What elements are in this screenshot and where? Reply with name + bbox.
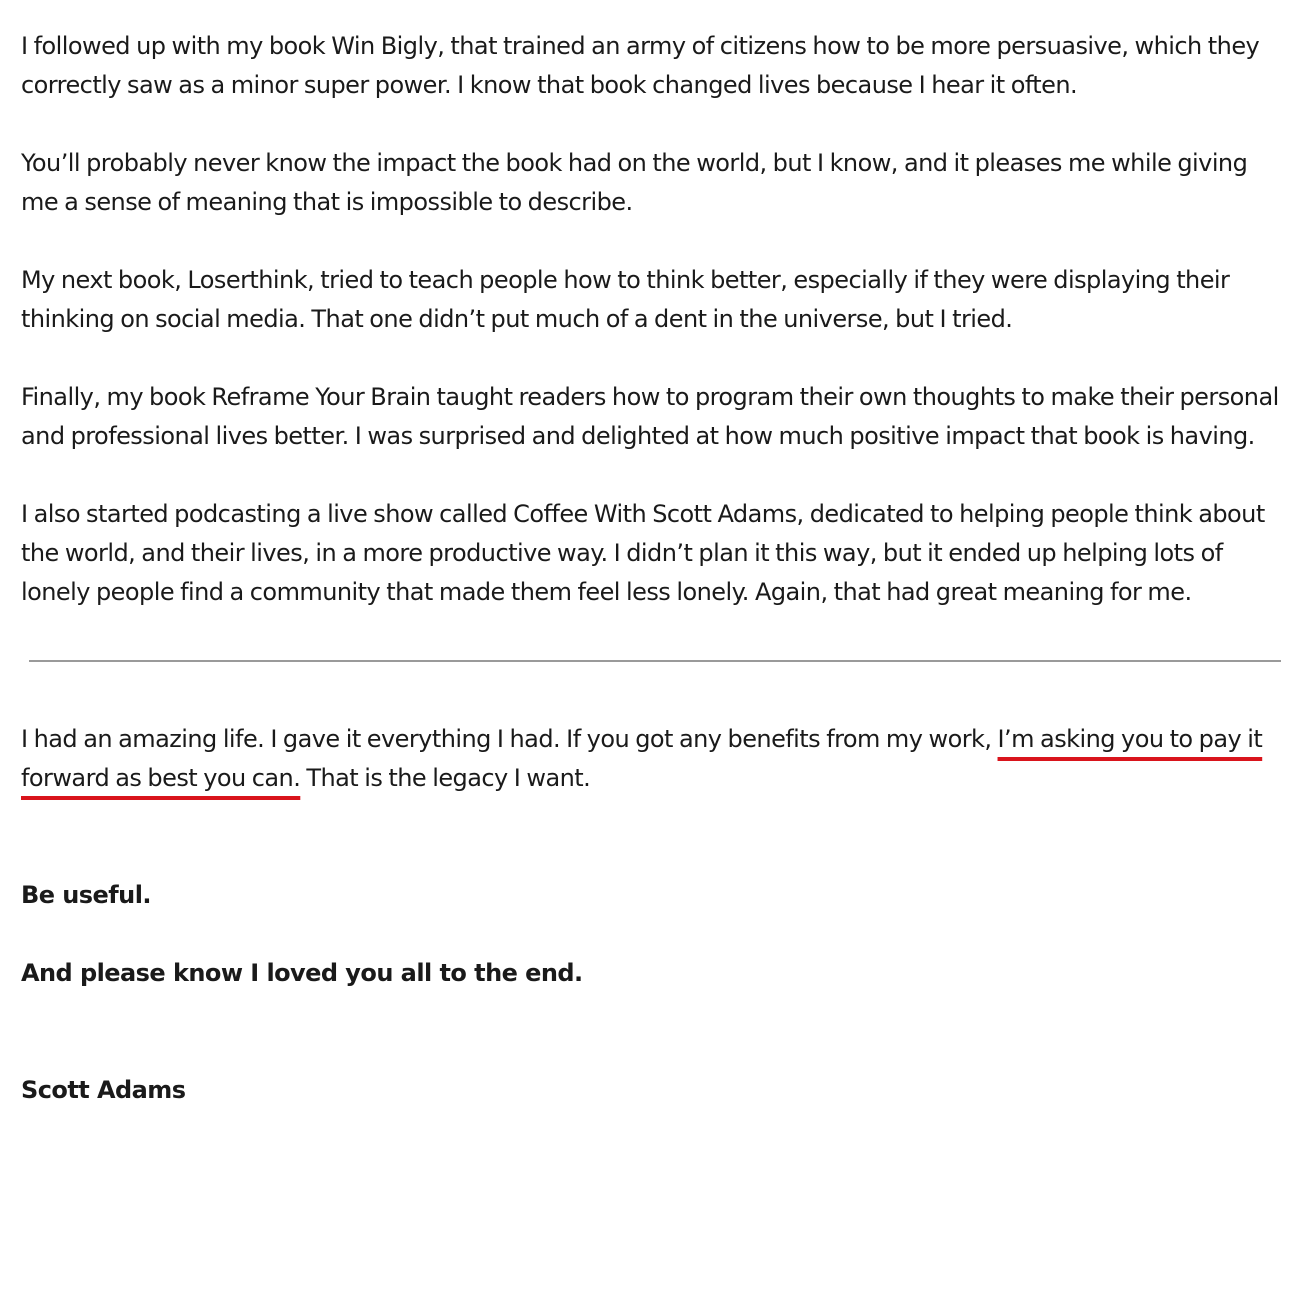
closing-text-after: That is the legacy I want. — [300, 764, 591, 792]
signature: Scott Adams — [21, 1076, 186, 1104]
paragraph-win-bigly: I followed up with my book Win Bigly, that trained an army of citizens how to be more persuasive, which they correctly saw as a minor super power. I know that book changed lives because I hear it often. — [21, 32, 1260, 99]
closing-text-before: I had an amazing life. I gave it everything I had. If you got any benefits from my work, — [21, 725, 998, 753]
paragraph-reframe-your-brain: Finally, my book Reframe Your Brain taught readers how to program their own thoughts to make their personal and professional lives better. I was surprised and delighted at how much positive impact that book is having. — [21, 383, 1279, 450]
paragraph-impact: You’ll probably never know the impact the book had on the world, but I know, and it pleases me while giving me a sense of meaning that is impossible to describe. — [21, 149, 1248, 216]
be-useful-line: Be useful. — [21, 881, 151, 909]
letter-body — [21, 27, 1286, 1110]
paragraph-loserthink: My next book, Loserthink, tried to teach people how to think better, especially if they were displaying their thinking on social media. That one didn’t put much of a dent in the universe, but I tried. — [21, 266, 1230, 333]
paragraph-podcast: I also started podcasting a live show called Coffee With Scott Adams, dedicated to helping people think about the world, and their lives, in a more productive way. I didn’t plan it this way, but it ended up helping lots of lonely people find a community that made them feel less lonely. Again, that had great meaning for me. — [21, 500, 1265, 606]
paragraph-closing — [21, 720, 1286, 798]
highlighted-request: I’m asking you to pay it forward as best you can. — [21, 725, 1263, 792]
section-divider — [29, 660, 1281, 662]
love-line: And please know I loved you all to the end. — [21, 959, 583, 987]
